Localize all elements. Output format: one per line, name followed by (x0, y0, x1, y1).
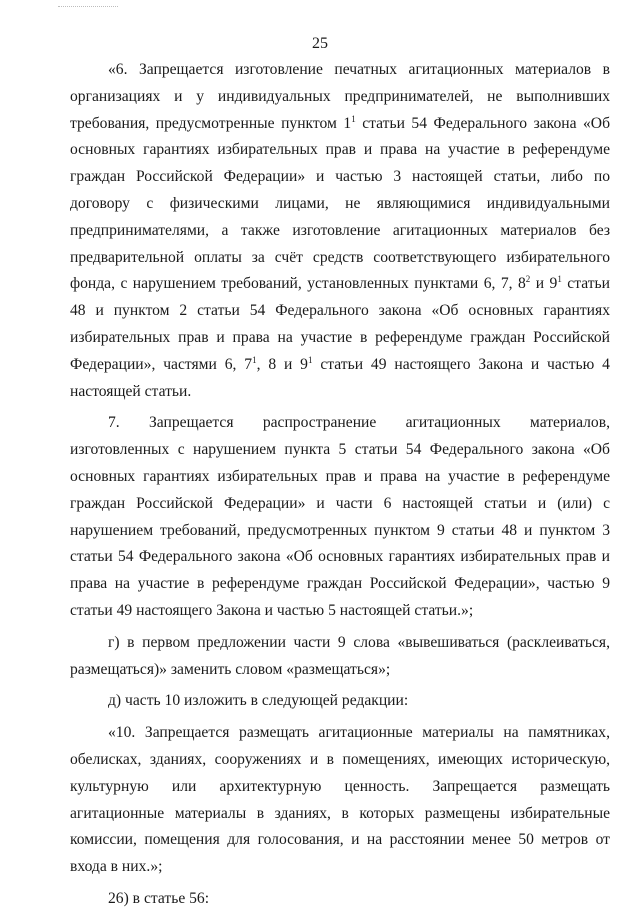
superscript: 1 (557, 274, 562, 285)
superscript: 1 (252, 354, 257, 365)
superscript: 1 (351, 113, 356, 124)
text-segment: и 9 (530, 275, 558, 293)
page-number: 25 (312, 35, 328, 52)
text-segment: , 8 и 9 (256, 355, 308, 373)
text-segment: 26) в статье 56: (108, 889, 210, 907)
paragraph-clause-7 (70, 410, 610, 624)
superscript: 1 (307, 354, 313, 365)
text-segment: статьи 54 Федерального закона «Об основных гарантиях избирательных прав и права на участие в референдуме граждан Российской Федерации» и частью 3 настоящей статьи, либо по договору с физическими лицами, не являющимися индивидуальными предпринимателями, а также изготовление агитационных материалов без предварительной оплаты за счёт средств соответствующего избирательного фонда, с нарушением требований, установленных пунктами 6, 7, 8 (70, 114, 610, 293)
text-segment: «10. Запрещается размещать агитационные материалы на памятниках, обелисках, зданиях, сооружениях и в помещениях, имеющих историческую, культурную или архитектурную ценность. Запрещается размещать агитационные материалы в зданиях, в которых размещены избирательные комиссии, помещения для голосования, и на расстоянии менее 50 метров от входа в них.»; (70, 724, 610, 876)
paragraph-item-d (70, 688, 610, 715)
superscript: 2 (525, 274, 531, 285)
text-segment: статьи 49 настоящего Закона и частью 4 настоящей статьи. (70, 355, 610, 400)
paragraph-item-26 (70, 886, 610, 913)
text-segment: статьи 48 и пунктом 2 статьи 54 Федерального закона «Об основных гарантиях избирательных прав и права на участие в референдуме граждан Российской Федерации», частями 6, 7 (70, 275, 610, 373)
text-segment: «6. Запрещается изготовление печатных агитационных материалов в организациях и у индивидуальных предпринимателей, не выполнивших требования, предусмотренные пунктом 1 (70, 61, 610, 132)
document-body (70, 57, 610, 913)
text-segment: г) в первом предложении части 9 слова «вывешиваться (расклеиваться, размещаться)» заменить словом «размещаться»; (70, 633, 610, 678)
paragraph-item-g (70, 630, 610, 684)
text-segment: 7. Запрещается распространение агитационных материалов, изготовленных с нарушением пункта 5 статьи 54 Федерального закона «Об основных гарантиях избирательных прав и права на участие в референдуме граждан Российской Федерации» и части 6 настоящей статьи и (или) с нарушением требований, предусмотренных пунктом 9 статьи 48 и пунктом 3 статьи 54 Федерального закона «Об основных гарантиях избирательных прав и права на участие в референдуме граждан Российской Федерации», частью 9 статьи 49 настоящего Закона и частью 5 настоящей статьи.»; (70, 414, 610, 619)
scan-artifact (58, 6, 118, 11)
text-segment: д) часть 10 изложить в следующей редакции: (108, 692, 409, 710)
paragraph-clause-6 (70, 57, 610, 405)
paragraph-clause-10 (70, 720, 610, 881)
